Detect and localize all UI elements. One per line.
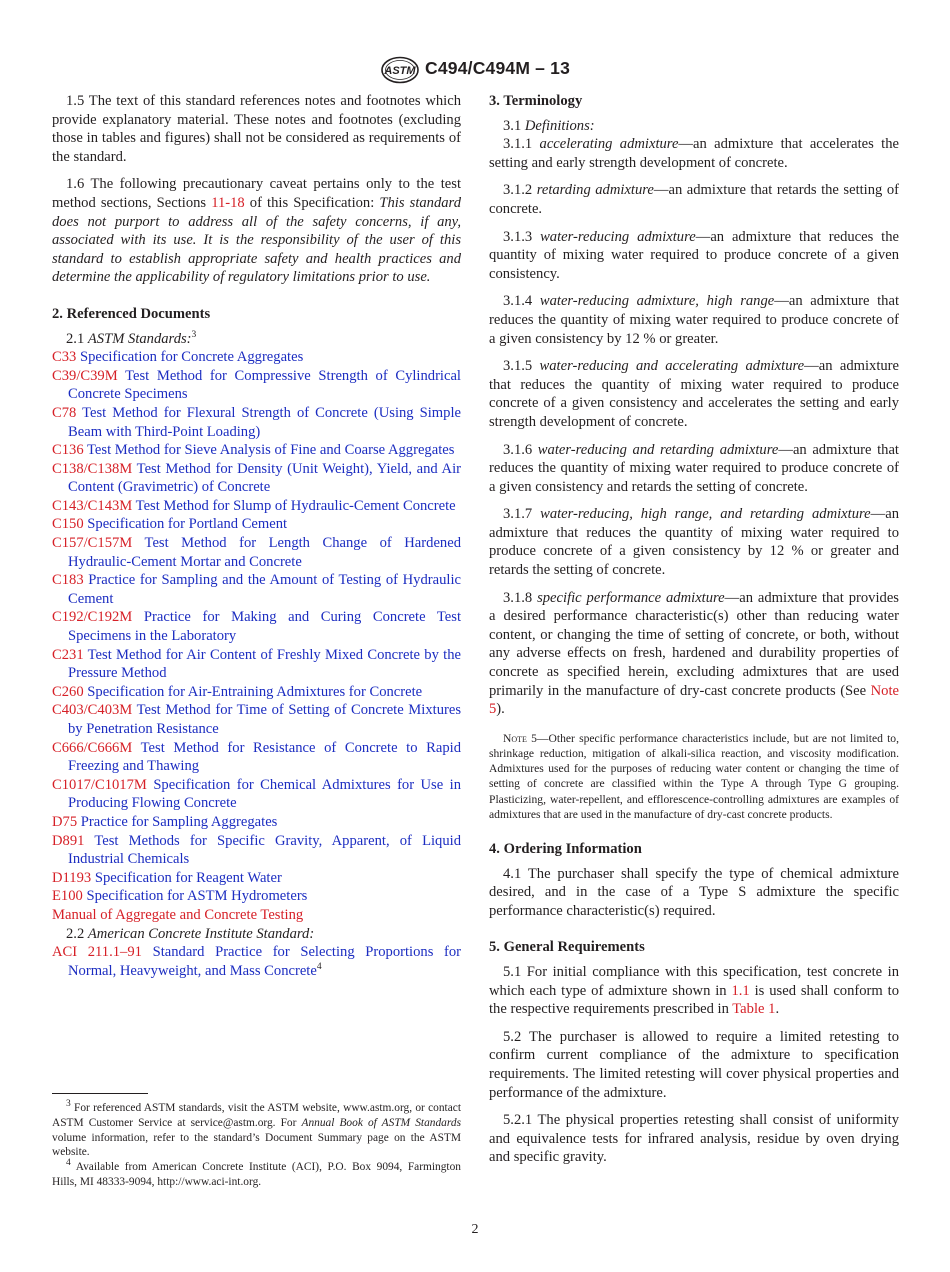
footnote-3-text: For referenced ASTM standards, visit the ASTM website, www.astm.org, or contact ASTM Customer Service at service@astm.org. For bbox=[52, 1102, 461, 1129]
definition-item bbox=[489, 181, 899, 218]
reference-title-link[interactable]: Test Method for Length Change of Hardened Hydraulic-Cement Mortar and Concrete bbox=[68, 535, 461, 570]
para-5-1 bbox=[489, 963, 899, 1019]
reference-title-link[interactable]: Test Method for Resistance of Concrete to Rapid Freezing and Thawing bbox=[68, 739, 462, 775]
reference-item bbox=[52, 571, 461, 608]
aci-reference bbox=[52, 943, 461, 980]
reference-title-link[interactable]: Practice for Sampling and the Amount of Testing of Hydraulic Cement bbox=[68, 572, 461, 607]
footnote-3-mark: 3 bbox=[66, 1099, 71, 1110]
definition-term: retarding admixture bbox=[536, 182, 654, 199]
para-1-6-text-b: of this Specification: bbox=[244, 194, 380, 211]
definition-number: 3.1.7 bbox=[503, 506, 541, 523]
section-3-heading: 3. Terminology bbox=[489, 93, 583, 109]
definition-item bbox=[489, 292, 899, 348]
aci-title-link[interactable]: Standard Practice for Selecting Proportions for Normal, Heavyweight, and Mass Concrete bbox=[68, 944, 462, 979]
reference-code-link[interactable]: C183 bbox=[52, 572, 84, 589]
reference-item bbox=[52, 497, 461, 516]
aci-code-link[interactable]: ACI 211.1–91 bbox=[52, 944, 142, 961]
reference-code-link[interactable]: C39/C39M bbox=[52, 367, 118, 384]
reference-item bbox=[52, 776, 461, 813]
page-header bbox=[0, 56, 950, 86]
page-number: 2 bbox=[471, 1222, 479, 1237]
para-2-1-num: 2.1 bbox=[66, 330, 88, 347]
section-1-1-link[interactable]: 1.1 bbox=[731, 982, 750, 999]
note-5-label: Note 5 bbox=[503, 731, 537, 745]
reference-title-link[interactable]: Test Method for Density (Unit Weight), Yield, and Air Content (Gravimetric) of Concrete bbox=[68, 460, 462, 496]
referenced-standards-list bbox=[52, 348, 461, 906]
designation: C494/C494M – 13 bbox=[425, 58, 571, 78]
reference-title-link[interactable]: Practice for Sampling Aggregates bbox=[80, 813, 278, 830]
definition-text: —an admixture that reduces the quantity of mixing water required to produce concrete of a given consistency by 12 % or greater. bbox=[489, 293, 900, 347]
reference-item bbox=[52, 348, 461, 367]
reference-title-link[interactable]: Specification for Air-Entraining Admixtures for Concrete bbox=[87, 683, 423, 700]
def-3-1-8-text: —an admixture that provides a desired performance characteristic(s) other than reducing water content, or changing the time of setting of concrete, or both, without any adverse effects on fresh, hardened and durability properties of concrete as specified herein, excluding admixtures that are used primarily in the manufacture of dry-cast concrete products (See bbox=[489, 589, 899, 699]
footnote-ref-3[interactable]: 3 bbox=[191, 329, 197, 340]
reference-code-link[interactable]: C1017/C1017M bbox=[52, 776, 147, 793]
definition-item bbox=[489, 441, 899, 497]
reference-code-link[interactable]: C157/C157M bbox=[52, 535, 133, 552]
para-3-1-num: 3.1 bbox=[503, 117, 525, 134]
footnote-divider bbox=[52, 1093, 148, 1094]
definition-number: 3.1.3 bbox=[503, 228, 541, 245]
definition-item bbox=[489, 135, 899, 172]
para-5-1-text: 5.1 For initial compliance with this specification, test concrete in which each type of admixture shown in bbox=[489, 964, 899, 999]
definition-term: accelerating admixture bbox=[539, 136, 679, 153]
reference-title-link[interactable]: Specification for Reagent Water bbox=[94, 869, 282, 886]
reference-code-link[interactable]: C403/C403M bbox=[52, 702, 133, 719]
definition-text: —an admixture that retards the setting of concrete. bbox=[489, 182, 899, 217]
reference-code-link[interactable]: C136 bbox=[52, 442, 84, 459]
definition-number: 3.1.2 bbox=[503, 182, 537, 199]
reference-title-link[interactable]: Specification for ASTM Hydrometers bbox=[86, 888, 308, 905]
reference-code-link[interactable]: D75 bbox=[52, 813, 78, 830]
footnote-4 bbox=[52, 1160, 461, 1190]
reference-code-link[interactable]: C138/C138M bbox=[52, 460, 133, 477]
para-3-1-label: Definitions: bbox=[524, 117, 595, 134]
reference-code-link[interactable]: C150 bbox=[52, 516, 84, 533]
reference-title-link[interactable]: Test Method for Slump of Hydraulic-Cement Concrete bbox=[135, 497, 456, 514]
manual-link[interactable]: Manual of Aggregate and Concrete Testing bbox=[52, 906, 304, 923]
reference-item bbox=[52, 515, 461, 534]
reference-code-link[interactable]: C260 bbox=[52, 683, 84, 700]
footnote-ref-4[interactable]: 4 bbox=[316, 961, 322, 972]
safety-caveat: This standard does not purport to address all of the safety concerns, if any, associated with its use. It is the responsibility of the user of this standard to establish appropriate safety and health practices and determine the applicability of regulatory limitations prior to use. bbox=[52, 194, 461, 286]
reference-item bbox=[52, 701, 461, 738]
note-5-link[interactable]: Note 5 bbox=[489, 682, 899, 718]
definition-item bbox=[489, 505, 899, 579]
definition-text: —an admixture that reduces the quantity of mixing water required to produce concrete of a given consistency and retards the setting of concrete. bbox=[489, 441, 899, 495]
definition-item bbox=[489, 228, 899, 284]
reference-code-link[interactable]: C78 bbox=[52, 404, 77, 421]
reference-item bbox=[52, 869, 461, 888]
definition-text: —an admixture that reduces the quantity of mixing water required to produce concrete of a given consistency by 12 % or greater and retards the setting of concrete. bbox=[489, 506, 899, 579]
note-5-text: —Other specific performance characteristics include, but are not limited to, shrinkage reduction, mitigation of alkali-silica reaction, and viscosity modification. Admixtures used for the purposes of reducing water content or changing the time of setting of concrete are classified within the Type A through Type G grouping. Plasticizing, water-repellent, and efflorescence-controlling admixtures are examples of admixtures that are used in the manufacture of dry-cast concrete products. bbox=[489, 731, 899, 821]
footnote-3-text-b: volume information, refer to the standard’s Document Summary page on the ASTM website. bbox=[52, 1131, 461, 1159]
footnote-3-italic: Annual Book of ASTM Standards bbox=[301, 1116, 462, 1129]
reference-item bbox=[52, 460, 461, 497]
para-2-1-label: ASTM Standards: bbox=[87, 330, 192, 347]
definition-text: —an admixture that reduces the quantity of mixing water required to produce concrete of a given consistency and accelerates the setting and early strength development of concrete. bbox=[489, 358, 900, 430]
reference-title-link[interactable]: Test Methods for Specific Gravity, Apparent, of Liquid Industrial Chemicals bbox=[68, 832, 461, 868]
manual-reference bbox=[52, 906, 461, 925]
reference-title-link[interactable]: Practice for Making and Curing Concrete Test Specimens in the Laboratory bbox=[68, 609, 461, 645]
para-2-2-label: American Concrete Institute Standard: bbox=[87, 925, 315, 942]
footnotes bbox=[52, 1101, 461, 1190]
reference-code-link[interactable]: D891 bbox=[52, 832, 85, 849]
reference-title-link[interactable]: Specification for Portland Cement bbox=[87, 516, 288, 533]
para-1-6 bbox=[52, 175, 461, 287]
reference-item bbox=[52, 608, 461, 645]
reference-title-link[interactable]: Test Method for Time of Setting of Concrete Mixtures by Penetration Resistance bbox=[68, 702, 462, 737]
reference-title-link[interactable]: Test Method for Air Content of Freshly Mixed Concrete by the Pressure Method bbox=[68, 646, 461, 682]
reference-item bbox=[52, 832, 461, 869]
reference-title-link[interactable]: Specification for Concrete Aggregates bbox=[79, 349, 304, 366]
para-3-1-8 bbox=[489, 589, 899, 719]
astm-logo-icon bbox=[380, 56, 420, 84]
reference-code-link[interactable]: E100 bbox=[52, 888, 83, 905]
definition-text: —an admixture that accelerates the setting and early strength development of concrete. bbox=[489, 136, 899, 171]
reference-item bbox=[52, 739, 461, 776]
para-4-1: 4.1 The purchaser shall specify the type of chemical admixture desired, and in the case of a Type S admixture the specific performance characteristic(s) required. bbox=[489, 865, 899, 919]
def-3-1-8-num: 3.1.8 bbox=[503, 589, 538, 606]
reference-code-link[interactable]: C33 bbox=[52, 349, 77, 366]
section-2-heading: 2. Referenced Documents bbox=[52, 305, 211, 322]
reference-code-link[interactable]: C143/C143M bbox=[52, 497, 133, 514]
para-2-2-num: 2.2 bbox=[66, 925, 88, 942]
reference-item bbox=[52, 813, 461, 832]
reference-item bbox=[52, 646, 461, 683]
para-5-1-text-b: is used shall conform to the respective requirements prescribed in bbox=[489, 982, 899, 1018]
definition-term: water-reducing admixture, high range bbox=[539, 293, 775, 310]
footnote-3 bbox=[52, 1101, 461, 1160]
reference-title-link[interactable]: Test Method for Sieve Analysis of Fine and Coarse Aggregates bbox=[87, 442, 455, 459]
reference-title-link[interactable]: Test Method for Flexural Strength of Concrete (Using Simple Beam with Third-Point Loading) bbox=[68, 404, 461, 440]
definition-term: water-reducing admixture bbox=[540, 228, 696, 245]
footnote-4-text: Available from American Concrete Institute (ACI), P.O. Box 9094, Farmington Hills, MI 48333-9094, http://www.aci-int.org. bbox=[52, 1161, 461, 1188]
definition-number: 3.1.1 bbox=[503, 136, 540, 153]
reference-item bbox=[52, 683, 461, 702]
reference-title-link[interactable]: Specification for Chemical Admixtures for Use in Producing Flowing Concrete bbox=[68, 776, 461, 812]
para-1-6-text: 1.6 The following precautionary caveat pertains only to the test method sections, Sections bbox=[52, 176, 461, 211]
definition-number: 3.1.4 bbox=[503, 293, 540, 310]
left-column bbox=[52, 92, 461, 980]
reference-item bbox=[52, 441, 461, 460]
definition-term: water-reducing and accelerating admixture bbox=[539, 358, 805, 375]
footnote-4-mark: 4 bbox=[66, 1158, 71, 1169]
definition-number: 3.1.5 bbox=[503, 358, 540, 375]
definition-term: water-reducing and retarding admixture bbox=[537, 441, 779, 458]
reference-item bbox=[52, 534, 461, 571]
table-1-link[interactable]: Table 1 bbox=[732, 1001, 776, 1018]
reference-code-link[interactable]: D1193 bbox=[52, 869, 92, 886]
para-5-1-end: . bbox=[775, 1001, 780, 1018]
reference-item bbox=[52, 367, 461, 404]
right-column bbox=[489, 92, 899, 1167]
definition-number: 3.1.6 bbox=[503, 441, 538, 458]
def-3-1-8-end: ). bbox=[496, 701, 505, 718]
definition-term: water-reducing, high range, and retarding admixture bbox=[540, 506, 871, 523]
section-4-heading: 4. Ordering Information bbox=[489, 841, 642, 858]
reference-code-link[interactable]: C666/C666M bbox=[52, 739, 133, 756]
reference-code-link[interactable]: C231 bbox=[52, 646, 84, 663]
para-2-1 bbox=[52, 330, 461, 349]
def-3-1-8-term: specific performance admixture bbox=[537, 589, 725, 606]
para-3-1 bbox=[489, 117, 899, 136]
para-5-2: 5.2 The purchaser is allowed to require a limited retesting to confirm current compliance of the admixture to specification requirements. The limited retesting will cover physical properties and performance of the admixture. bbox=[489, 1028, 899, 1101]
para-1-5: 1.5 The text of this standard references notes and footnotes which provide explanatory material. These notes and footnotes (excluding those in tables and figures) shall not be considered as requirements of the standard. bbox=[52, 93, 461, 165]
reference-item bbox=[52, 404, 461, 441]
section-5-heading: 5. General Requirements bbox=[489, 939, 645, 956]
svg-text:ASTM: ASTM bbox=[384, 65, 416, 77]
definition-text: —an admixture that reduces the quantity of mixing water required to produce concrete of a given consistency. bbox=[489, 228, 899, 282]
definition-item bbox=[489, 357, 899, 431]
reference-code-link[interactable]: C192/C192M bbox=[52, 609, 133, 626]
reference-title-link[interactable]: Test Method for Compressive Strength of Cylindrical Concrete Specimens bbox=[68, 367, 461, 403]
definitions-list bbox=[489, 135, 899, 579]
para-5-2-1: 5.2.1 The physical properties retesting shall consist of uniformity and equivalence tests for infrared analysis, residue by oven drying and specific gravity. bbox=[489, 1112, 899, 1166]
sections-link[interactable]: 11-18 bbox=[211, 194, 245, 211]
reference-item bbox=[52, 887, 461, 906]
para-2-2 bbox=[52, 925, 461, 944]
note-5 bbox=[489, 731, 899, 822]
